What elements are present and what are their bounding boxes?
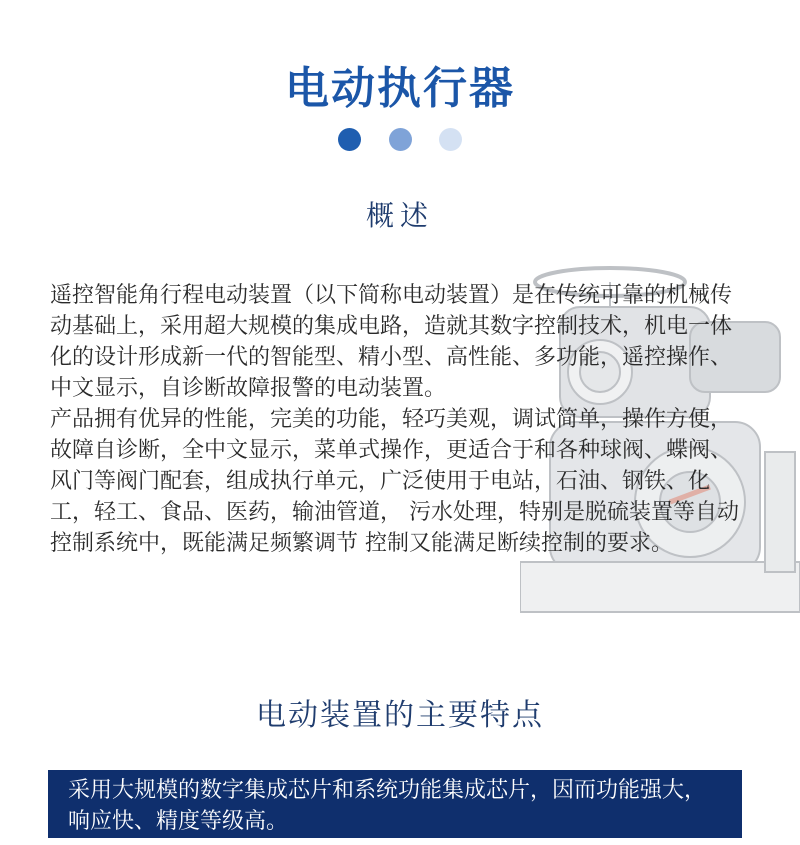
features-title: 电动装置的主要特点 <box>256 698 544 733</box>
dot-medium <box>389 128 412 151</box>
dot-light <box>439 128 462 151</box>
overview-paragraph-1: 遥控智能角行程电动装置（以下简称电动装置）是在传统可靠的机械传动基础上，采用超大规模的集成电路，造就其数字控制技术，机电一体化的设计形成新一代的智能型、精小型、高性能、多功能，遥控操作、中文显示，自诊断故障报警的电动装置。 <box>50 283 733 401</box>
feature-box <box>48 770 742 838</box>
page-title: 电动执行器 <box>285 63 515 114</box>
overview-paragraph-2: 产品拥有优异的性能，完美的功能，轻巧美观，调试简单，操作方便，故障自诊断，全中文显示，菜单式操作，更适合于和各种球阀、蝶阀、风门等阀门配套，组成执行单元，广泛使用于电站，石油、钢铁、化工，轻工、食品、医药，输油管道， 污水处理，特别是脱硫装置等自动控制系统中，既能满足频繁调节 控制又能满足断续控制的要求。 <box>50 407 739 556</box>
overview-title: 概述 <box>365 199 434 232</box>
overview-text <box>50 280 740 559</box>
decorative-dots <box>0 128 800 155</box>
dot-dark <box>338 128 361 151</box>
feature-box-text: 采用大规模的数字集成芯片和系统功能集成芯片，因而功能强大，响应快、精度等级高。 <box>68 778 707 834</box>
